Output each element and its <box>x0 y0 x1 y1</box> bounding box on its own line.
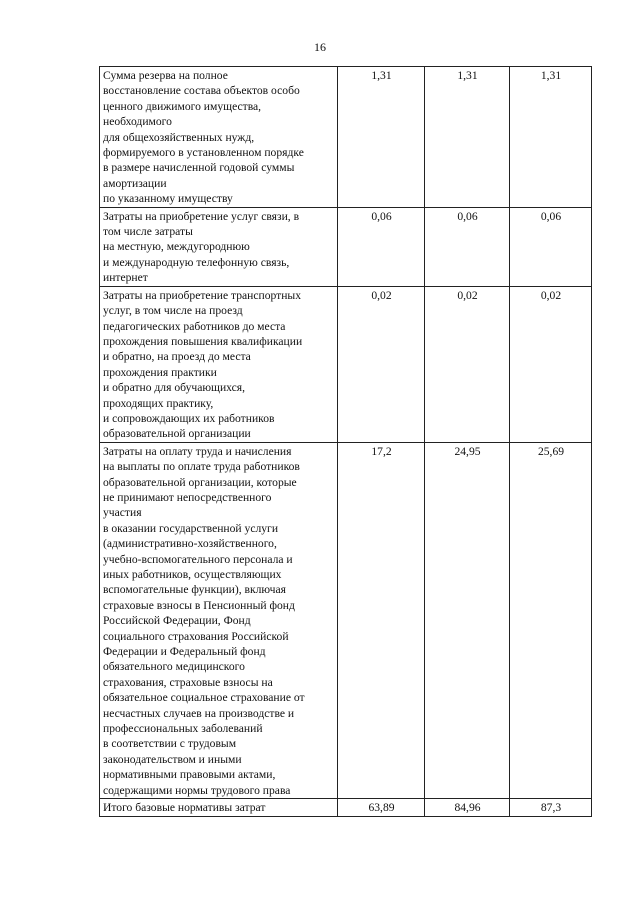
value-cell-2: 1,31 <box>425 67 510 208</box>
row-description-line: профессиональных заболеваний <box>103 722 263 736</box>
row-description-line: Затраты на приобретение транспортных <box>103 288 302 302</box>
value-cell-3: 87,3 <box>510 799 592 816</box>
row-description-line: и международную телефонную связь, <box>103 255 290 269</box>
row-description-line: страховые взносы в Пенсионный фонд <box>103 598 295 612</box>
row-description-cell <box>100 207 338 286</box>
row-description-line: интернет <box>103 271 148 285</box>
row-description-line: в оказании государственной услуги <box>103 521 279 535</box>
table-row <box>100 442 592 798</box>
table-row <box>100 286 592 442</box>
row-description-line: учебно-вспомогательного персонала и <box>103 552 293 566</box>
value-cell-2: 0,02 <box>425 286 510 442</box>
table-row <box>100 67 592 208</box>
value-cell-2: 0,06 <box>425 207 510 286</box>
value-cell-1: 1,31 <box>338 67 425 208</box>
row-description-line: образовательной организации, которые <box>103 475 297 489</box>
value-cell-1: 0,06 <box>338 207 425 286</box>
row-description-line: и сопровождающих их работников <box>103 411 275 425</box>
row-description-line: амортизации <box>103 176 167 190</box>
row-description-line: прохождения практики <box>103 365 217 379</box>
row-description-line: на местную, междугороднюю <box>103 240 250 254</box>
value-cell-3: 0,02 <box>510 286 592 442</box>
row-description-line: восстановление состава объектов особо <box>103 84 300 98</box>
row-description-line: Затраты на приобретение услуг связи, в <box>103 209 300 223</box>
row-description-line: (административно-хозяйственного, <box>103 537 277 551</box>
row-description-line: педагогических работников до места <box>103 319 286 333</box>
row-description-cell <box>100 799 338 816</box>
row-description-line: социального страхования Российской <box>103 629 289 643</box>
row-description-line: и обратно, на проезд до места <box>103 350 251 364</box>
row-description-cell <box>100 67 338 208</box>
row-description-line: содержащими нормы трудового права <box>103 783 291 797</box>
row-description-line: для общехозяйственных нужд, <box>103 130 255 144</box>
row-description-line: формируемого в установленном порядке <box>103 146 304 160</box>
value-cell-1: 63,89 <box>338 799 425 816</box>
row-description-cell <box>100 442 338 798</box>
value-cell-2: 24,95 <box>425 442 510 798</box>
row-description-line: том числе затраты <box>103 225 193 239</box>
row-description-line: обязательного медицинского <box>103 660 245 674</box>
row-description-line: не принимают непосредственного <box>103 490 272 504</box>
page-number: 16 <box>314 40 326 54</box>
cost-norms-table <box>99 66 592 817</box>
table-row <box>100 207 592 286</box>
row-description-line: по указанному имуществу <box>103 192 233 206</box>
row-description-line: вспомогательные функции), включая <box>103 583 286 597</box>
total-row <box>100 799 592 816</box>
row-description-line: Затраты на оплату труда и начисления <box>103 444 292 458</box>
row-description-line: на выплаты по оплате труда работников <box>103 460 300 474</box>
cost-norms-table-body <box>100 67 592 817</box>
row-description-line: обязательное социальное страхование от <box>103 691 305 705</box>
value-cell-3: 1,31 <box>510 67 592 208</box>
row-description-line: страхования, страховые взносы на <box>103 675 273 689</box>
value-cell-2: 84,96 <box>425 799 510 816</box>
row-description-line: необходимого <box>103 115 172 129</box>
row-description-line: и обратно для обучающихся, <box>103 381 245 395</box>
row-description-line: нормативными правовыми актами, <box>103 768 276 782</box>
value-cell-3: 25,69 <box>510 442 592 798</box>
row-description-line: несчастных случаев на производстве и <box>103 706 295 720</box>
row-description-line: Российской Федерации, Фонд <box>103 614 251 628</box>
row-description-line: иных работников, осуществляющих <box>103 568 282 581</box>
value-cell-1: 0,02 <box>338 286 425 442</box>
row-description-line: Сумма резерва на полное <box>103 69 228 82</box>
row-description-line: услуг, в том числе на проезд <box>103 304 243 318</box>
row-description-line: Федерации и Федеральный фонд <box>103 645 266 659</box>
row-description-line: проходящих практику, <box>103 396 214 410</box>
value-cell-1: 17,2 <box>338 442 425 798</box>
row-description-line: законодательством и иными <box>103 752 242 766</box>
row-description-line: участия <box>103 506 142 520</box>
row-description-line: ценного движимого имущества, <box>103 99 262 113</box>
row-description-line: образовательной организации <box>103 427 251 441</box>
value-cell-3: 0,06 <box>510 207 592 286</box>
row-description-line: прохождения повышения квалификации <box>103 334 303 348</box>
row-description-line: в соответствии с трудовым <box>103 737 237 751</box>
row-description-line: в размере начисленной годовой суммы <box>103 161 295 175</box>
row-description-line: Итого базовые нормативы затрат <box>103 801 266 815</box>
row-description-cell <box>100 286 338 442</box>
